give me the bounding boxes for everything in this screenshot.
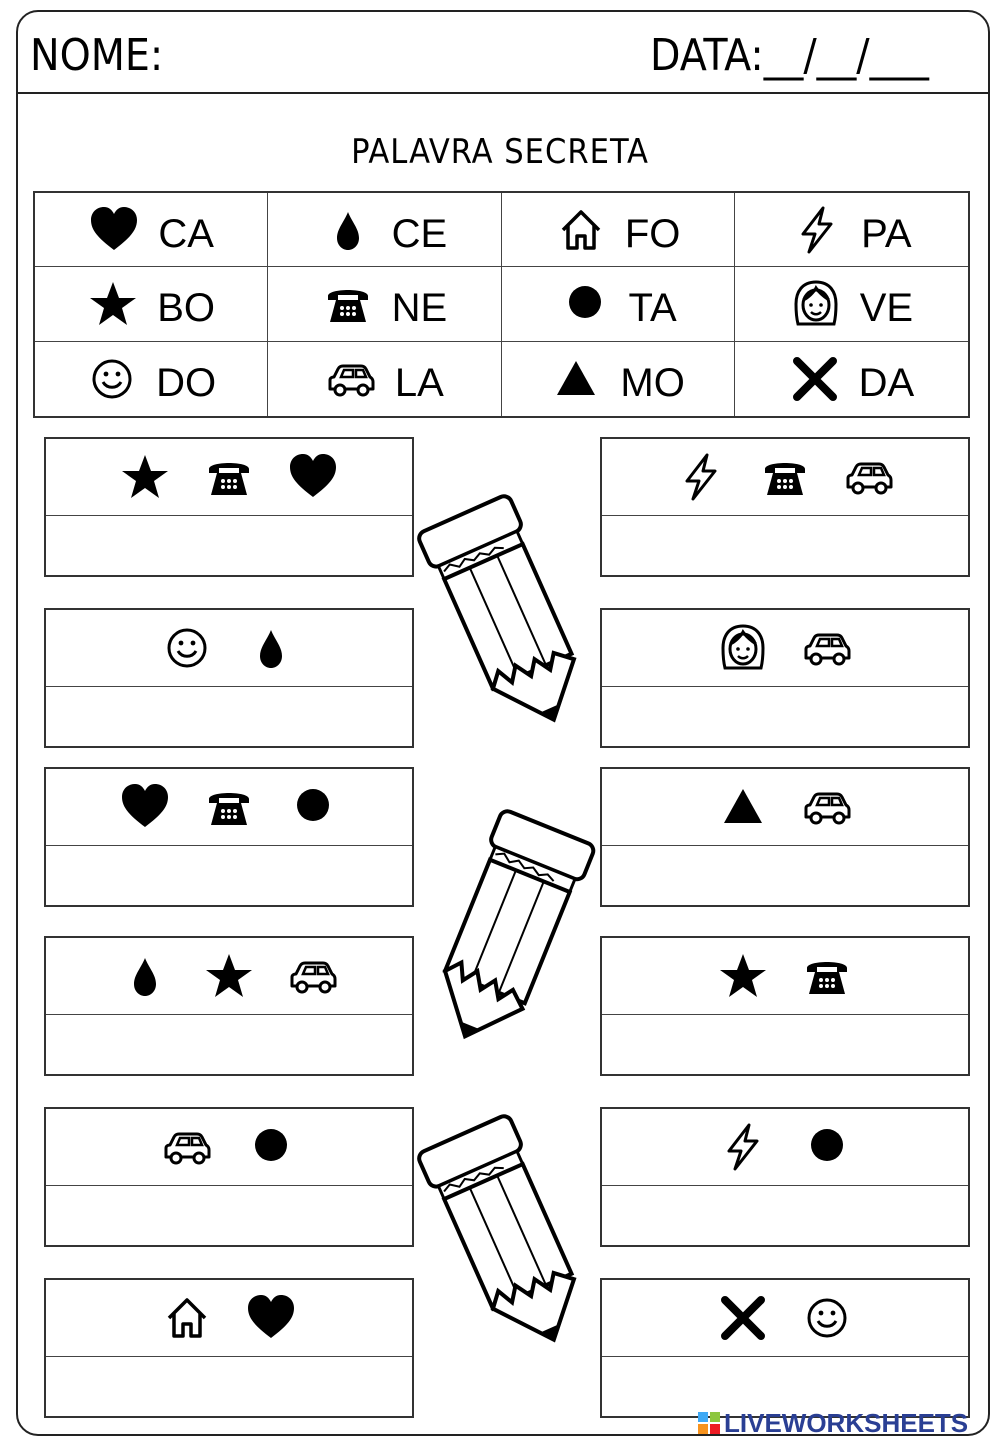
puzzle-box-left-3: [44, 767, 414, 907]
key-cell: [268, 193, 501, 267]
puzzle-symbols: [46, 610, 412, 687]
puzzle-symbols: [602, 439, 968, 516]
key-cell: [502, 193, 735, 267]
dot-icon: [245, 1121, 297, 1173]
triangle-icon: [717, 781, 769, 833]
answer-field[interactable]: [602, 1015, 968, 1077]
answer-field[interactable]: [46, 846, 412, 908]
key-syllable: DO: [156, 361, 217, 406]
star-icon: [119, 451, 171, 503]
puzzle-symbols: [46, 1280, 412, 1357]
puzzle-box-left-4: [44, 936, 414, 1076]
key-syllable: BO: [157, 286, 216, 331]
car-icon: [801, 781, 853, 833]
telephone-icon: [203, 781, 255, 833]
key-cell: [502, 267, 735, 341]
lightning-icon: [791, 204, 843, 256]
answer-field[interactable]: [602, 516, 968, 578]
car-icon: [843, 451, 895, 503]
puzzle-box-right-6: [600, 1278, 970, 1418]
pencil-icon: [420, 795, 600, 1060]
puzzle-box-left-1: [44, 437, 414, 577]
puzzle-box-left-2: [44, 608, 414, 748]
key-cell: [735, 342, 968, 416]
heart-icon: [88, 204, 140, 256]
star-icon: [87, 278, 139, 330]
puzzle-symbols: [46, 938, 412, 1015]
house-icon: [161, 1292, 213, 1344]
puzzle-symbols: [602, 1109, 968, 1186]
key-syllable: LA: [394, 361, 444, 406]
car-icon: [325, 353, 377, 405]
liveworksheets-logo-icon: [698, 1412, 720, 1434]
car-icon: [287, 950, 339, 1002]
key-cell: [268, 342, 501, 416]
answer-field[interactable]: [602, 846, 968, 908]
key-syllable: PA: [861, 212, 912, 257]
woman-icon: [717, 622, 769, 674]
lightning-icon: [717, 1121, 769, 1173]
key-syllable: VE: [859, 286, 914, 331]
answer-field[interactable]: [602, 1186, 968, 1248]
puzzle-symbols: [602, 610, 968, 687]
puzzle-symbols: [46, 439, 412, 516]
key-cell: [735, 267, 968, 341]
puzzle-box-right-2: [600, 608, 970, 748]
puzzle-box-left-6: [44, 1278, 414, 1418]
puzzle-symbols: [602, 769, 968, 846]
heart-icon: [119, 781, 171, 833]
key-cell: [35, 342, 268, 416]
telephone-icon: [801, 950, 853, 1002]
answer-field[interactable]: [602, 687, 968, 749]
key-cell: [268, 267, 501, 341]
date-label: DATA:__/__/___: [650, 30, 929, 81]
telephone-icon: [203, 451, 255, 503]
puzzle-box-left-5: [44, 1107, 414, 1247]
pencil-icon: [410, 480, 600, 745]
key-syllable: NE: [391, 286, 448, 331]
answer-field[interactable]: [46, 1357, 412, 1419]
car-icon: [161, 1121, 213, 1173]
x-icon: [717, 1292, 769, 1344]
key-syllable: TA: [628, 286, 677, 331]
puzzle-box-right-4: [600, 936, 970, 1076]
brand-watermark: LIVEWORKSHEETS: [724, 1408, 969, 1438]
answer-field[interactable]: [46, 1015, 412, 1077]
star-icon: [717, 950, 769, 1002]
telephone-icon: [322, 278, 374, 330]
key-syllable: DA: [858, 361, 915, 406]
pencil-icon: [410, 1100, 600, 1365]
lightning-icon: [675, 451, 727, 503]
key-syllable: FO: [624, 212, 681, 257]
key-cell: [735, 193, 968, 267]
dot-icon: [559, 278, 611, 330]
drop-icon: [119, 950, 171, 1002]
star-icon: [203, 950, 255, 1002]
puzzle-box-right-5: [600, 1107, 970, 1247]
symbol-key-table: [33, 191, 970, 418]
woman-icon: [790, 278, 842, 330]
key-cell: [502, 342, 735, 416]
heart-icon: [245, 1292, 297, 1344]
page-title: PALAVRA SECRETA: [351, 132, 649, 172]
triangle-icon: [550, 353, 602, 405]
answer-field[interactable]: [46, 1186, 412, 1248]
dot-icon: [287, 781, 339, 833]
drop-icon: [322, 204, 374, 256]
key-cell: [35, 193, 268, 267]
drop-icon: [245, 622, 297, 674]
key-syllable: CA: [158, 212, 214, 257]
key-syllable: MO: [620, 361, 685, 406]
house-icon: [555, 204, 607, 256]
puzzle-symbols: [46, 1109, 412, 1186]
heart-icon: [287, 451, 339, 503]
answer-field[interactable]: [46, 687, 412, 749]
key-cell: [35, 267, 268, 341]
answer-field[interactable]: [46, 516, 412, 578]
car-icon: [801, 622, 853, 674]
header-divider: [16, 92, 990, 94]
key-syllable: CE: [391, 212, 448, 257]
dot-icon: [801, 1121, 853, 1173]
smiley-icon: [86, 353, 138, 405]
x-icon: [789, 353, 841, 405]
puzzle-symbols: [602, 938, 968, 1015]
smiley-icon: [801, 1292, 853, 1344]
telephone-icon: [759, 451, 811, 503]
puzzle-box-right-3: [600, 767, 970, 907]
smiley-icon: [161, 622, 213, 674]
puzzle-box-right-1: [600, 437, 970, 577]
name-label: NOME:: [30, 30, 164, 81]
puzzle-symbols: [602, 1280, 968, 1357]
puzzle-symbols: [46, 769, 412, 846]
